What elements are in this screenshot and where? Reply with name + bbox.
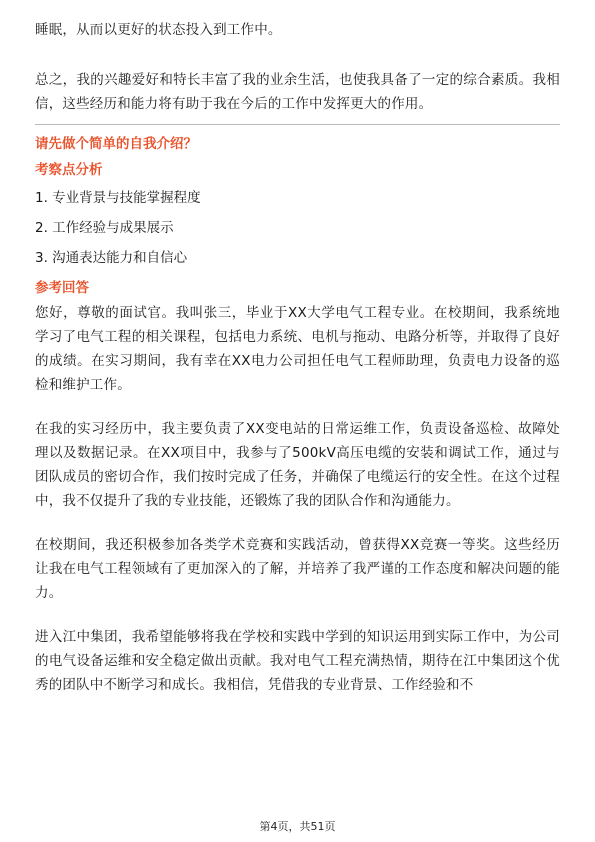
answer-paragraph: 在我的实习经历中，我主要负责了XX变电站的日常运维工作，负责设备巡检、故障处理以及数据记录。在XX项目中，我参与了500kV高压电缆的安装和调试工作，通过与团队成员的密切合作，我们按时完成了任务，并确保了电缆运行的安全性。在这个过程中，我不仅提升了我的专业技能，还锻炼了我的团队合作和沟通能力。: [35, 421, 560, 509]
answer-title: 参考回答: [35, 280, 89, 296]
answer-paragraph: 在校期间，我还积极参加各类学术竞赛和实践活动，曾获得XX竞赛一等奖。这些经历让我在电气工程领域有了更加深入的了解，并培养了我严谨的工作态度和解决问题的能力。: [35, 537, 560, 601]
previous-answer-tail: 睡眠，从而以更好的状态投入到工作中。: [35, 22, 282, 38]
previous-answer-summary: 总之，我的兴趣爱好和特长丰富了我的业余生活，也使我具备了一定的综合素质。我相信，这些经历和能力将有助于我在今后的工作中发挥更大的作用。: [35, 72, 560, 112]
analysis-item: 3. 沟通表达能力和自信心: [35, 250, 188, 266]
analysis-item: 1. 专业背景与技能掌握程度: [35, 190, 201, 206]
analysis-item: 2. 工作经验与成果展示: [35, 220, 174, 236]
answer-paragraph: 您好，尊敬的面试官。我叫张三，毕业于XX大学电气工程专业。在校期间，我系统地学习了电气工程的相关课程，包括电力系统、电机与拖动、电路分析等，并取得了良好的成绩。在实习期间，我有幸在XX电力公司担任电气工程师助理，负责电力设备的巡检和维护工作。: [35, 305, 560, 393]
question-title: 请先做个简单的自我介绍？: [35, 136, 197, 152]
page-content: [35, 18, 560, 697]
analysis-list: [35, 183, 560, 273]
analysis-title: 考察点分析: [35, 162, 103, 178]
section-divider: [35, 124, 560, 125]
page-number: 第4页，共51页: [259, 820, 336, 833]
answer-paragraph: 进入江中集团，我希望能够将我在学校和实践中学到的知识运用到实际工作中，为公司的电气设备运维和安全稳定做出贡献。我对电气工程充满热情，期待在江中集团这个优秀的团队中不断学习和成长。我相信，凭借我的专业背景、工作经验和不: [35, 629, 560, 693]
